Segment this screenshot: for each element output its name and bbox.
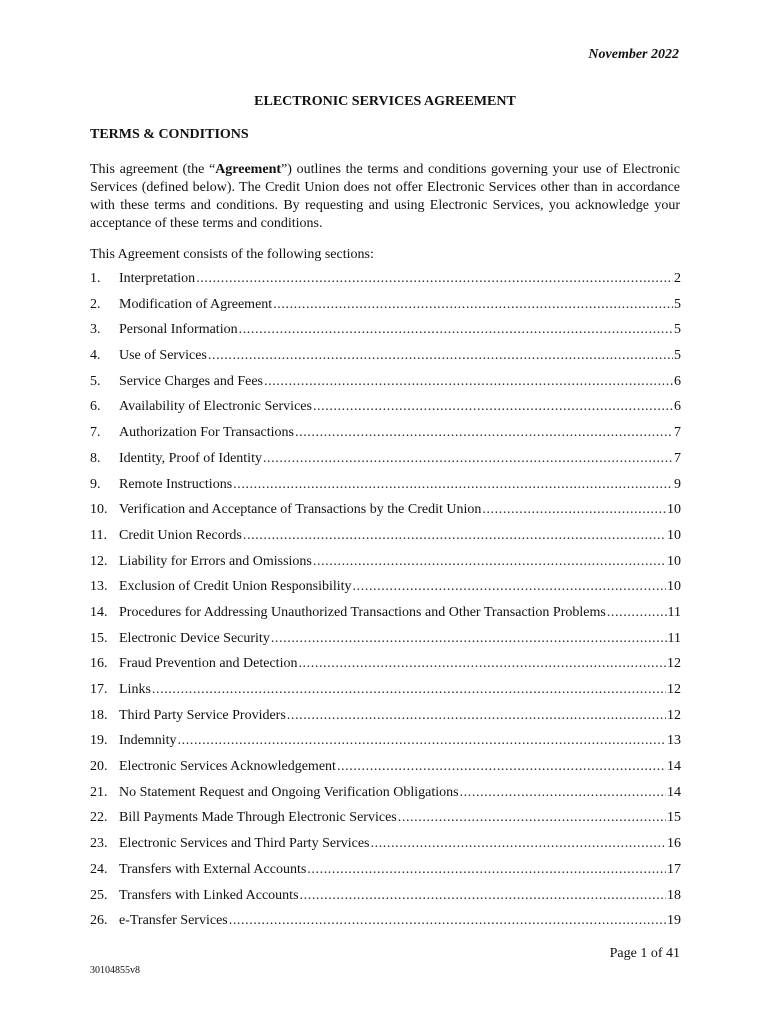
- toc-entry-number: 24.: [90, 861, 108, 877]
- toc-entry[interactable]: [90, 888, 681, 914]
- toc-entry[interactable]: [90, 528, 681, 554]
- toc-entry-page: 10: [667, 502, 681, 518]
- toc-entry[interactable]: [90, 271, 681, 297]
- toc-dot-leader: [152, 682, 666, 698]
- toc-entry-number: 2.: [90, 296, 101, 312]
- toc-entry-page: 12: [667, 656, 681, 672]
- toc-entry[interactable]: [90, 425, 681, 451]
- toc-dot-leader: [239, 322, 673, 338]
- document-subtitle: TERMS & CONDITIONS: [90, 127, 249, 142]
- toc-entry-page: 10: [667, 553, 681, 569]
- toc-entry[interactable]: [90, 733, 681, 759]
- toc-entry-number: 23.: [90, 836, 108, 852]
- intro-paragraph: [90, 161, 680, 233]
- toc-entry-title: Electronic Services and Third Party Services: [119, 836, 370, 852]
- toc-entry-number: 3.: [90, 322, 101, 338]
- toc-entry-page: 11: [667, 630, 681, 646]
- toc-entry-title: Credit Union Records: [119, 527, 242, 543]
- toc-entry-page: 6: [674, 373, 681, 389]
- toc-entry-page: 5: [674, 296, 681, 312]
- toc-entry[interactable]: [90, 399, 681, 425]
- toc-entry-title: e-Transfer Services: [119, 913, 228, 929]
- toc-dot-leader: [298, 656, 666, 672]
- toc-entry-title: No Statement Request and Ongoing Verification Obligations: [119, 784, 459, 800]
- toc-entry-title: Links: [119, 682, 151, 697]
- toc-dot-leader: [178, 733, 666, 749]
- toc-entry[interactable]: [90, 297, 681, 323]
- toc-entry-title: Remote Instructions: [119, 476, 233, 492]
- toc-entry-title: Indemnity: [119, 733, 177, 749]
- toc-entry-page: 15: [667, 810, 681, 826]
- toc-dot-leader: [271, 631, 667, 647]
- toc-entry[interactable]: [90, 322, 681, 348]
- toc-entry-page: 14: [667, 759, 681, 775]
- toc-entry-number: 5.: [90, 373, 101, 389]
- toc-dot-leader: [196, 271, 673, 287]
- toc-dot-leader: [263, 451, 673, 467]
- toc-entry-page: 18: [667, 887, 681, 903]
- intro-text-after: ”) outlines the terms and conditions governing your use of Electronic Services (defined below). The Credit Union does not offer Electronic Services other than in accordance with these terms and conditions. By requesting and using Electronic Services, you acknowledge your acceptance of these terms and conditions.: [90, 162, 680, 231]
- toc-entry-page: 9: [674, 476, 681, 492]
- toc-entry-title: Electronic Services Acknowledgement: [119, 759, 336, 775]
- toc-entry[interactable]: [90, 502, 681, 528]
- toc-entry-number: 8.: [90, 450, 101, 466]
- toc-entry-page: 7: [674, 450, 681, 466]
- toc-entry-number: 7.: [90, 425, 101, 441]
- toc-entry[interactable]: [90, 682, 681, 708]
- toc-entry-title: Modification of Agreement: [119, 296, 273, 312]
- intro-defined-term: Agreement: [215, 162, 282, 177]
- toc-dot-leader: [460, 785, 666, 801]
- toc-dot-leader: [313, 399, 673, 415]
- toc-entry-number: 21.: [90, 784, 108, 800]
- toc-entry[interactable]: [90, 348, 681, 374]
- toc-entry-number: 17.: [90, 682, 108, 697]
- toc-dot-leader: [295, 425, 673, 441]
- toc-entry-title: Personal Information: [119, 322, 238, 338]
- toc-entry[interactable]: [90, 810, 681, 836]
- toc-entry[interactable]: [90, 631, 681, 657]
- toc-entry-number: 15.: [90, 630, 108, 646]
- toc-dot-leader: [229, 913, 666, 929]
- document-id: 30104855v8: [90, 965, 140, 976]
- toc-entry[interactable]: [90, 605, 681, 631]
- sections-lead: This Agreement consists of the following sections:: [90, 247, 374, 262]
- toc-entry-page: 2: [674, 271, 681, 286]
- toc-entry[interactable]: [90, 862, 681, 888]
- toc-entry-number: 22.: [90, 810, 108, 826]
- intro-text-before: This agreement (the “: [90, 162, 216, 177]
- toc-entry[interactable]: [90, 579, 681, 605]
- toc-dot-leader: [287, 708, 666, 724]
- toc-entry-number: 26.: [90, 913, 108, 929]
- toc-entry-page: 19: [667, 913, 681, 929]
- toc-dot-leader: [273, 297, 673, 313]
- toc-entry[interactable]: [90, 374, 681, 400]
- page-number: Page 1 of 41: [609, 946, 680, 961]
- toc-entry-title: Verification and Acceptance of Transactions by the Credit Union: [119, 502, 482, 518]
- toc-dot-leader: [233, 477, 673, 493]
- toc-entry-number: 13.: [90, 579, 108, 595]
- toc-dot-leader: [398, 810, 666, 826]
- toc-dot-leader: [208, 348, 673, 364]
- toc-entry-number: 9.: [90, 476, 101, 492]
- toc-entry-number: 14.: [90, 604, 108, 620]
- toc-entry-page: 6: [674, 399, 681, 415]
- toc-entry-page: 5: [674, 348, 681, 364]
- toc-entry-number: 25.: [90, 887, 108, 903]
- toc-entry-page: 10: [667, 527, 681, 543]
- toc-dot-leader: [264, 374, 673, 390]
- toc-entry-title: Third Party Service Providers: [119, 707, 286, 723]
- toc-entry-title: Fraud Prevention and Detection: [119, 656, 298, 672]
- toc-entry[interactable]: [90, 554, 681, 580]
- toc-entry[interactable]: [90, 656, 681, 682]
- toc-entry-page: 12: [667, 707, 681, 723]
- toc-entry[interactable]: [90, 477, 681, 503]
- toc-entry[interactable]: [90, 759, 681, 785]
- toc-dot-leader: [307, 862, 666, 878]
- toc-dot-leader: [607, 605, 667, 621]
- toc-entry-title: Liability for Errors and Omissions: [119, 553, 312, 569]
- toc-dot-leader: [300, 888, 666, 904]
- toc-entry-title: Interpretation: [119, 271, 196, 286]
- toc-entry-title: Authorization For Transactions: [119, 425, 294, 441]
- toc-entry-title: Service Charges and Fees: [119, 373, 263, 389]
- toc-entry-title: Transfers with Linked Accounts: [119, 887, 299, 903]
- toc-entry-title: Procedures for Addressing Unauthorized Transactions and Other Transaction Problems: [119, 604, 606, 620]
- toc-entry-number: 1.: [90, 271, 101, 286]
- toc-entry-number: 6.: [90, 399, 101, 415]
- toc-entry-page: 11: [667, 604, 681, 620]
- toc-entry-page: 17: [667, 861, 681, 877]
- toc-entry-page: 12: [667, 682, 681, 697]
- toc-entry-number: 11.: [90, 527, 107, 543]
- toc-entry[interactable]: [90, 836, 681, 862]
- toc-entry-title: Transfers with External Accounts: [119, 861, 307, 877]
- toc-dot-leader: [371, 836, 667, 852]
- toc-entry[interactable]: [90, 451, 681, 477]
- toc-entry-title: Use of Services: [119, 348, 207, 364]
- toc-entry-page: 10: [667, 579, 681, 595]
- toc-entry-title: Electronic Device Security: [119, 630, 270, 646]
- toc-entry-number: 19.: [90, 733, 108, 749]
- toc-entry-title: Identity, Proof of Identity: [119, 450, 262, 466]
- toc-entry-title: Bill Payments Made Through Electronic Services: [119, 810, 397, 826]
- toc-entry-number: 20.: [90, 759, 108, 775]
- toc-entry[interactable]: [90, 913, 681, 939]
- table-of-contents: [90, 271, 681, 939]
- toc-entry-title: Exclusion of Credit Union Responsibility: [119, 579, 352, 595]
- toc-entry-page: 13: [667, 733, 681, 749]
- toc-entry[interactable]: [90, 785, 681, 811]
- toc-dot-leader: [313, 554, 666, 570]
- toc-entry-number: 18.: [90, 707, 108, 723]
- toc-entry-number: 10.: [90, 502, 108, 518]
- toc-entry-page: 14: [667, 784, 681, 800]
- toc-entry-page: 16: [667, 836, 681, 852]
- toc-dot-leader: [482, 502, 666, 518]
- document-date: November 2022: [588, 47, 679, 62]
- toc-entry-page: 7: [674, 425, 681, 441]
- document-title: ELECTRONIC SERVICES AGREEMENT: [254, 94, 516, 109]
- toc-dot-leader: [337, 759, 666, 775]
- toc-entry-number: 12.: [90, 553, 108, 569]
- toc-entry-number: 4.: [90, 348, 101, 364]
- toc-entry-number: 16.: [90, 656, 108, 672]
- toc-dot-leader: [243, 528, 666, 544]
- toc-entry-title: Availability of Electronic Services: [119, 399, 312, 415]
- toc-dot-leader: [353, 579, 666, 595]
- toc-entry-page: 5: [674, 322, 681, 338]
- toc-entry[interactable]: [90, 708, 681, 734]
